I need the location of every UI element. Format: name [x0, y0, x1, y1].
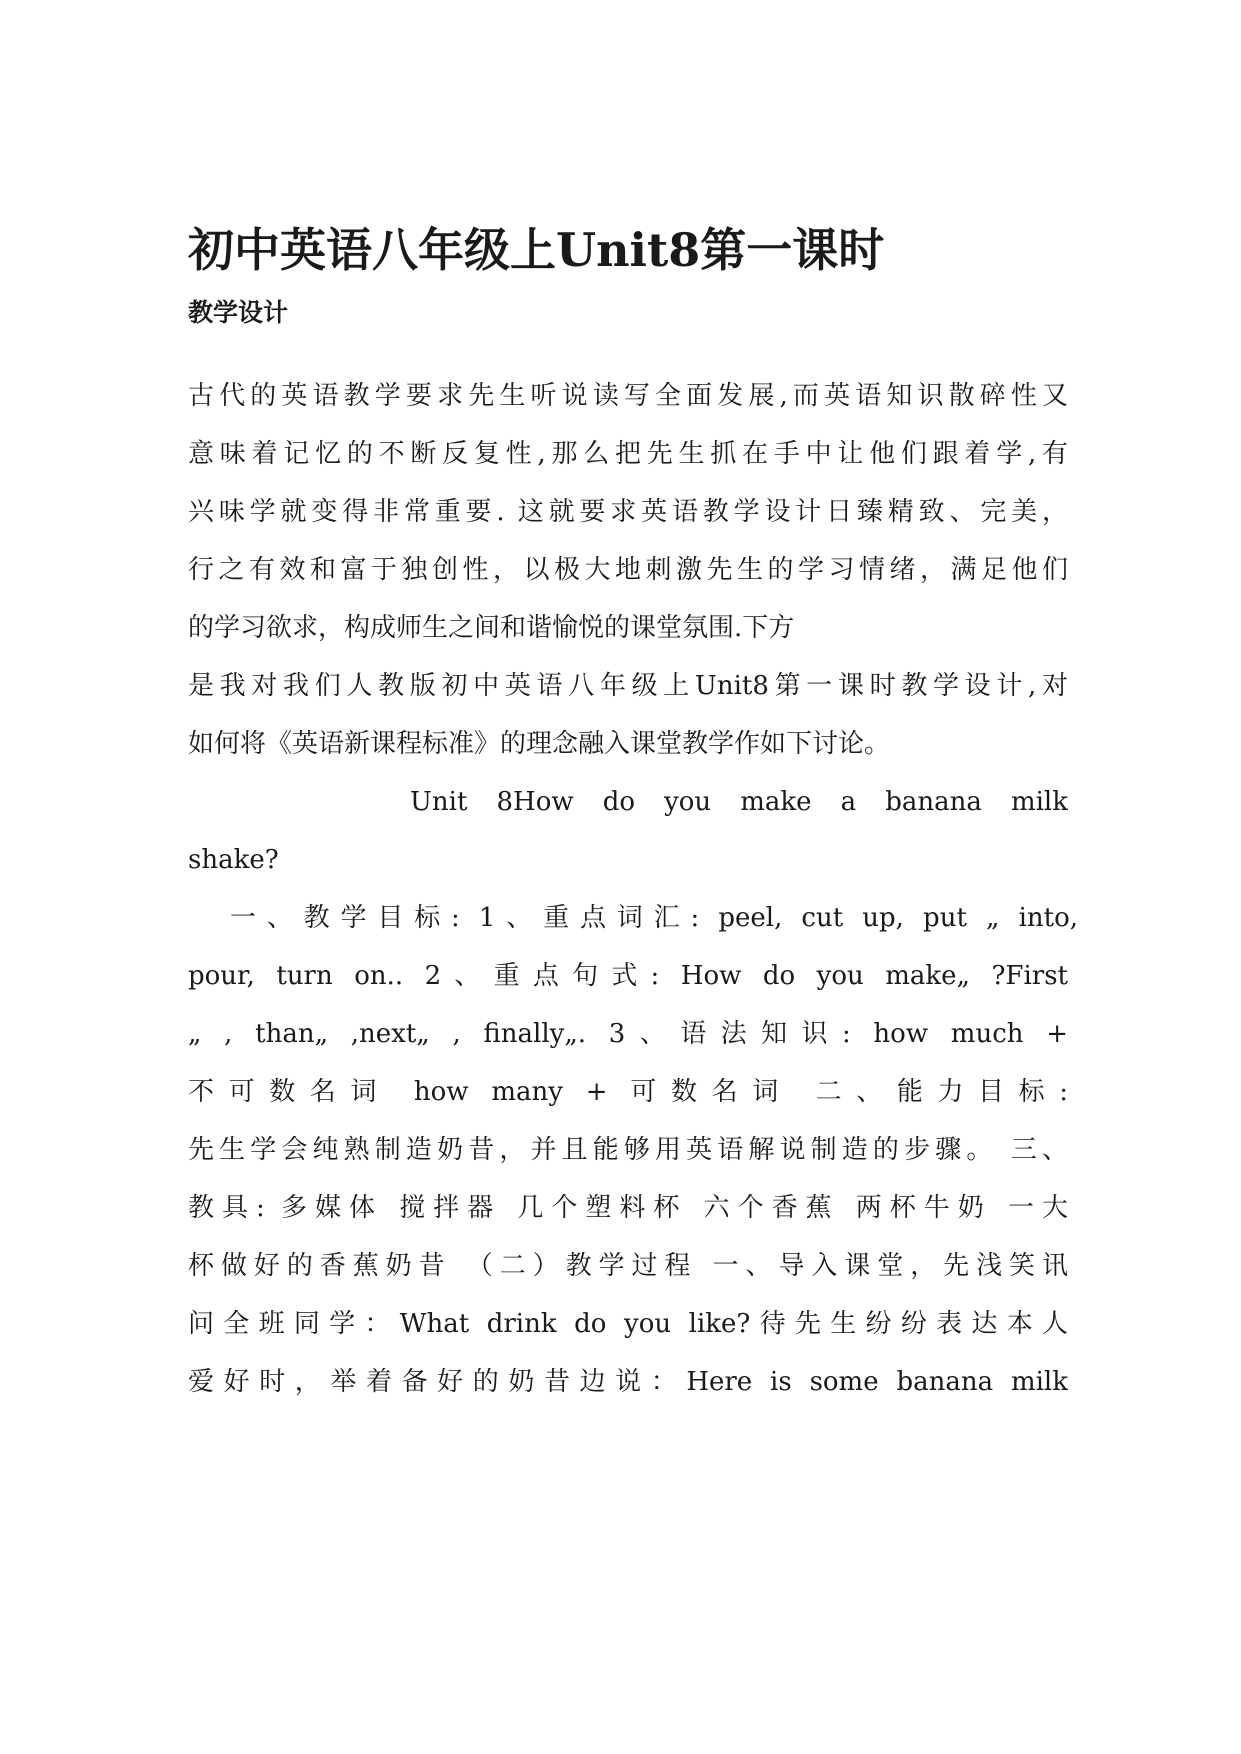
- body-line: 不可数名词 how many + 可数名词 二、能力目标:: [188, 1077, 1068, 1107]
- unit-heading-continuation: shake?: [188, 845, 279, 875]
- body-line: 教具: 多媒体 搅拌器 几个塑料杯 六个香蕉 两杯牛奶 一大: [188, 1193, 1068, 1223]
- body-line: 杯做好的香蕉奶昔 （二）教学过程 一、导入课堂，先浅笑讯: [188, 1251, 1068, 1281]
- body-line: 行之有效和富于独创性，以极大地刺激先生的学习情绪，满足他们: [188, 555, 1068, 585]
- document-title: 初中英语八年级上Unit8第一课时: [188, 223, 885, 277]
- body-line: 的学习欲求，构成师生之间和谐愉悦的课堂氛围.下方: [188, 613, 795, 643]
- body-line: 一、教学目标: 1、重点词汇: peel, cut up, put „ into,: [230, 903, 1078, 933]
- body-line: 如何将《英语新课程标准》的理念融入课堂教学作如下讨论。: [188, 729, 891, 759]
- document-subtitle: 教学设计: [188, 298, 289, 327]
- body-line: 意味着记忆的不断反复性,那么把先生抓在手中让他们跟着学,有: [188, 439, 1068, 469]
- unit-heading-line: Unit 8How do you make a banana milk: [410, 787, 1068, 817]
- body-line: „ , than„ ,next„ , finally„. 3、语法知识: how much +: [188, 1019, 1068, 1049]
- body-line: pour, turn on.. 2、重点句式: How do you make„ ?First: [188, 961, 1068, 991]
- body-line: 古代的英语教学要求先生听说读写全面发展,而英语知识散碎性又: [188, 381, 1068, 411]
- body-line: 先生学会纯熟制造奶昔，并且能够用英语解说制造的步骤。 三、: [188, 1135, 1068, 1165]
- body-line: 是我对我们人教版初中英语八年级上Unit8第一课时教学设计,对: [188, 671, 1068, 701]
- body-line: 问全班同学：What drink do you like?待先生纷纷表达本人: [188, 1309, 1068, 1339]
- body-line: 爱好时，举着备好的奶昔边说：Here is some banana milk: [188, 1367, 1068, 1397]
- body-line: 兴味学就变得非常重要. 这就要求英语教学设计日臻精致、完美，: [188, 497, 1068, 527]
